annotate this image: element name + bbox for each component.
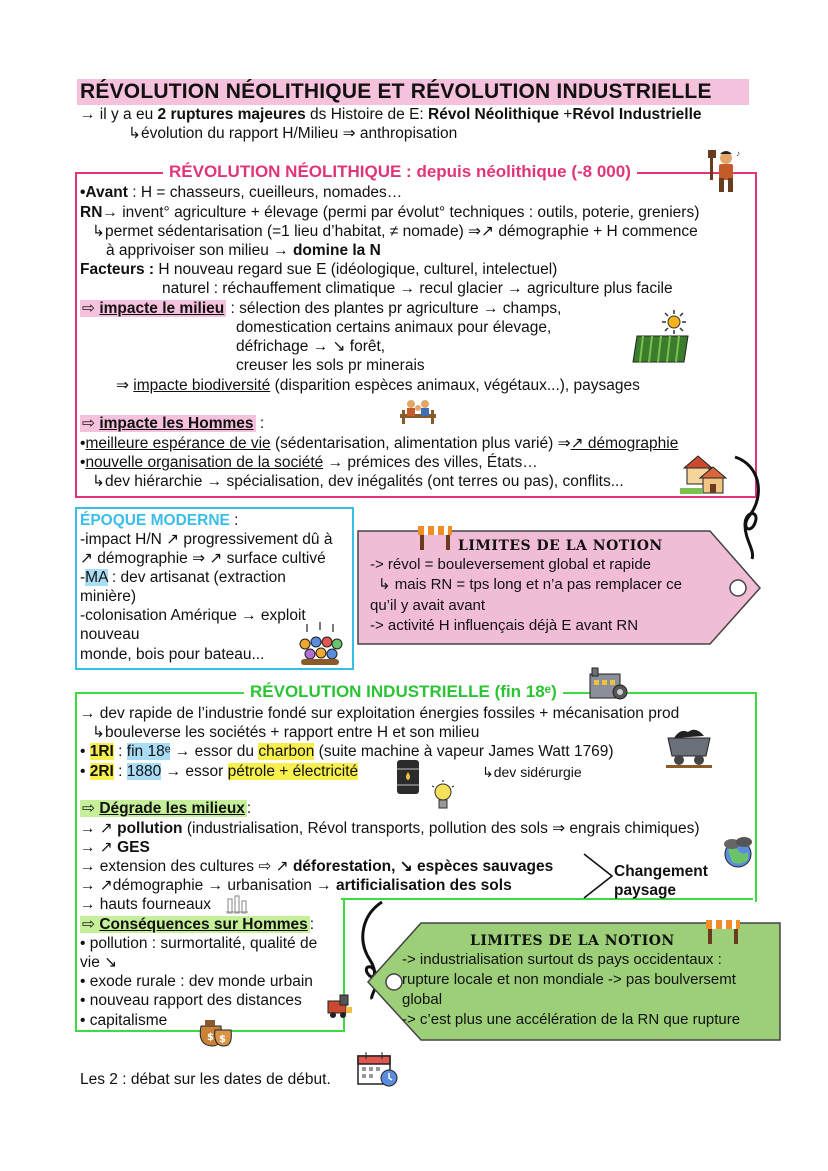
- changement-2: paysage: [614, 882, 677, 899]
- indus-1ri: • 1RI : fin 18ᵉ → essor du charbon (suite machine à vapeur James Watt 1769): [80, 743, 614, 760]
- arrow-outline-icon: ⇨: [258, 858, 272, 875]
- intro-line-2: ↳évolution du rapport H/Milieu ⇒ anthropisation: [128, 125, 458, 142]
- chimney-icon: [226, 893, 248, 913]
- limites-1-line-4: -> activité H influençais déjà E avant RN: [370, 617, 639, 634]
- family-icon: [398, 398, 438, 426]
- neolithique-title: RÉVOLUTION NÉOLITHIQUE : depuis néolithique (-8 000): [163, 162, 637, 182]
- moderne-line-2: ↗ démographie ⇒ ↗ surface cultivé: [80, 550, 326, 567]
- neo-apprivoiser: à apprivoiser son milieu → domine la N: [106, 242, 381, 259]
- changement-1: Changement: [614, 863, 708, 880]
- limites-1-line-2: ↳ mais RN = tps long et n’a pas remplacer ce: [378, 576, 682, 593]
- limites-1-line-3: qu’il y avait avant: [370, 597, 486, 614]
- neo-milieu-3: défrichage → ↘ forêt,: [236, 338, 386, 355]
- footer-note: Les 2 : débat sur les dates de début.: [80, 1071, 331, 1088]
- svg-text:♪: ♪: [736, 149, 740, 158]
- neo-naturel: naturel : réchauffement climatique → recul glacier → agriculture plus facile: [162, 280, 673, 297]
- arrow-outline-icon: ⇨: [82, 916, 95, 933]
- neo-milieu-2: domestication certains animaux pour élevage,: [236, 319, 552, 336]
- oil-barrel-icon: [396, 758, 420, 796]
- indus-extension: → extension des cultures ⇨ ↗ déforestation, ↘ espèces sauvages: [80, 858, 554, 875]
- cons-line-1: • pollution : surmortalité, qualité de: [80, 935, 318, 952]
- moderne-title: ÉPOQUE MODERNE :: [80, 512, 239, 529]
- neo-rn: RN→ invent° agriculture + élevage (permi par évolut° techniques : outils, poterie, greniers): [80, 204, 700, 221]
- moderne-line-3: -MA : dev artisanat (extraction: [80, 569, 286, 586]
- barrier-icon: [706, 916, 740, 944]
- moderne-line-5: -colonisation Amérique → exploit: [80, 607, 306, 624]
- lightbulb-icon: [430, 780, 456, 814]
- money-bags-icon: [197, 1010, 233, 1048]
- cons-line-2: vie ↘: [80, 954, 118, 971]
- industrielle-title: RÉVOLUTION INDUSTRIELLE (fin 18ᵉ): [244, 682, 563, 702]
- indus-ges: → ↗ GES: [80, 839, 150, 856]
- indus-demographie: → ↗démographie → urbanisation → artificialisation des sols: [80, 877, 512, 894]
- limites-2-line-1: -> industrialisation surtout ds pays occidentaux :: [402, 951, 722, 968]
- neo-organisation: •nouvelle organisation de la société → prémices des villes, États…: [80, 454, 538, 471]
- field-icon: [633, 336, 688, 362]
- limites-1-title: LIMITES DE LA NOTION: [458, 538, 663, 554]
- page-title: RÉVOLUTION NÉOLITHIQUE ET RÉVOLUTION INDUSTRIELLE: [80, 80, 712, 103]
- svg-text:$: $: [207, 1032, 214, 1043]
- limites-2-line-3: global: [402, 991, 443, 1008]
- neo-esperance: •meilleure espérance de vie (sédentarisation, alimentation plus varié) ⇒↗ démographie: [80, 435, 679, 452]
- indus-consequences-label: ⇨ Conséquences sur Hommes :: [82, 916, 315, 933]
- indus-line-1: → dev rapide de l’industrie fondé sur exploitation énergies fossiles + mécanisation prod: [80, 705, 680, 722]
- barrier-icon: [418, 522, 452, 550]
- intro-line-1: → il y a eu 2 ruptures majeures ds Histoire de E: Révol Néolithique +Révol Industrielle: [80, 106, 702, 123]
- person-sign-icon: [708, 148, 744, 196]
- limites-2-line-4: -> c’est plus une accélération de la RN que rupture: [402, 1011, 741, 1028]
- moderne-line-4: minière): [80, 588, 136, 605]
- neo-milieu-1: ⇨ impacte le milieu : sélection des plantes pr agriculture → champs,: [82, 300, 562, 317]
- coal-cart-icon: [666, 726, 712, 768]
- limites-1-line-1: -> révol = bouleversement global et rapide: [370, 556, 652, 573]
- cons-line-3: • exode rurale : dev monde urbain: [80, 973, 313, 990]
- svg-text:$: $: [219, 1034, 226, 1045]
- indus-line-2: ↳bouleverse les sociétés + rapport entre H et son milieu: [92, 724, 480, 741]
- train-icon: [326, 993, 354, 1019]
- neo-hierarchie: ↳dev hiérarchie → spécialisation, dev inégalités (ont terres ou pas), conflits...: [92, 473, 624, 490]
- indus-siderurgie: ↳dev sidérurgie: [482, 764, 582, 780]
- limites-2-line-2: rupture locale et non mondiale -> pas boulversemt: [402, 971, 736, 988]
- cons-line-4: • nouveau rapport des distances: [80, 992, 302, 1009]
- crowd-icon: [297, 622, 343, 666]
- neo-facteurs: Facteurs : H nouveau regard sue E (idéologique, culturel, intelectuel): [80, 261, 558, 278]
- neo-sedentarisation: ↳permet sédentarisation (=1 lieu d’habitat, ≠ nomade) ⇒↗ démographie + H commence: [92, 223, 698, 240]
- moderne-line-7: monde, bois pour bateau...: [80, 646, 265, 663]
- arrow-outline-icon: ⇨: [82, 415, 95, 432]
- cons-line-5: • capitalisme: [80, 1012, 168, 1029]
- sun-icon: [662, 310, 686, 334]
- neo-avant: •Avant : H = chasseurs, cueilleurs, nomades…: [80, 184, 403, 201]
- polluted-earth-icon: [720, 836, 756, 870]
- indus-degrade-label: ⇨ Dégrade les milieux :: [82, 800, 252, 817]
- indus-hauts-fourneaux: → hauts fourneaux: [80, 896, 211, 913]
- arrow-outline-icon: ⇨: [82, 300, 95, 317]
- neo-milieu-4: creuser les sols pr minerais: [236, 357, 425, 374]
- neo-hommes-label: ⇨ impacte les Hommes :: [82, 415, 265, 432]
- moderne-line-6: nouveau: [80, 626, 140, 643]
- neo-biodiversite: ⇒ impacte biodiversité (disparition espèces animaux, végétaux...), paysages: [116, 377, 640, 394]
- industrielle-box-right-bottom: [341, 898, 753, 900]
- calendar-icon: [357, 1052, 399, 1088]
- bracket-icon: [582, 852, 614, 900]
- indus-pollution: → ↗ pollution (industrialisation, Révol transports, pollution des sols ⇒ engrais chimiques): [80, 820, 700, 837]
- arrow-outline-icon: ⇨: [82, 800, 95, 817]
- indus-2ri: • 2RI : 1880 → essor pétrole + électricité: [80, 763, 359, 780]
- moderne-line-1: -impact H/N ↗ progressivement dû à: [80, 531, 333, 548]
- houses-icon: [680, 452, 726, 494]
- limites-2-title: LIMITES DE LA NOTION: [470, 933, 675, 949]
- factory-icon: [588, 664, 628, 700]
